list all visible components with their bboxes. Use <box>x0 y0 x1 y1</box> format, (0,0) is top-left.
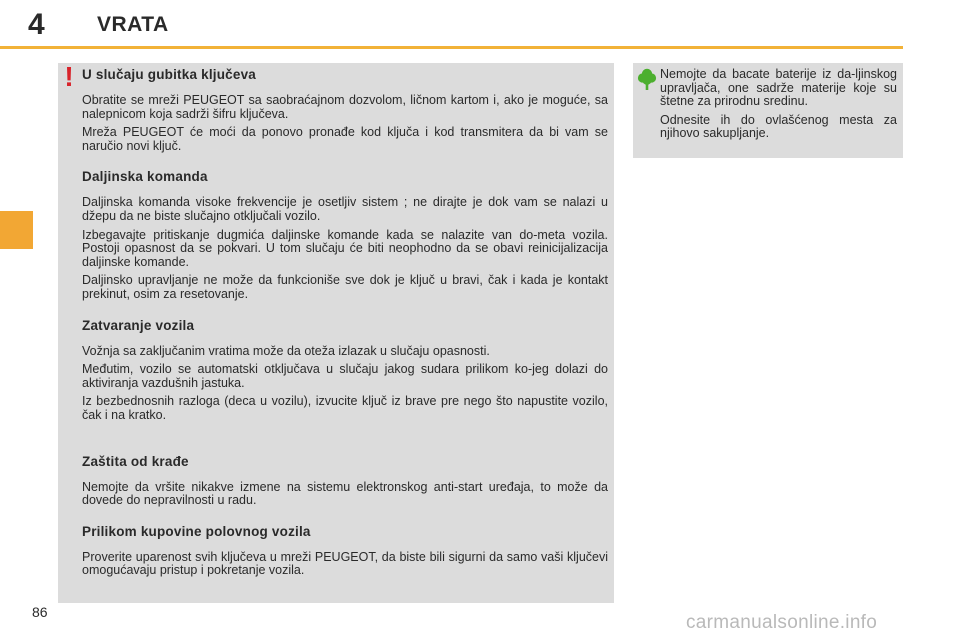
section-title: U slučaju gubitka ključeva <box>82 67 257 82</box>
paragraph: Daljinsko upravljanje ne može da funkcioniše sve dok je ključ u bravi, čak i kada je kontakt prekinut, osim za resetovanje. <box>82 273 608 301</box>
paragraph: Nemojte da vršite nikakve izmene na sistemu elektronskog anti-start uređaja, to može da dovede do nepravilnosti u radu. <box>82 479 608 508</box>
section-theft-protection <box>82 454 608 508</box>
eco-content <box>660 68 897 141</box>
tree-icon <box>637 67 657 91</box>
chapter-tab-marker <box>0 211 33 249</box>
header-rule <box>0 46 903 49</box>
section-title: Prilikom kupovine polovnog vozila <box>82 523 311 539</box>
paragraph: Mreža PEUGEOT će moći da ponovo pronađe kod ključa i kod transmitera da bi vam se naručio novi ključ. <box>82 125 608 153</box>
paragraph: Odnesite ih do ovlašćenog mesta za njihovo sakupljanje. <box>660 112 897 141</box>
section-locking-vehicle <box>82 318 608 423</box>
section-title: Zatvaranje vozila <box>82 317 195 333</box>
paragraph: Izbegavajte pritiskanje dugmića daljinske komande kada se nalazite van do-meta vozila. Postoji opasnost da se pokvari. U tom slučaju će biti neophodno da se obavi reinicijalizacija daljinske komande. <box>82 227 608 269</box>
page-number: 86 <box>32 604 48 620</box>
section-lost-keys <box>82 67 608 153</box>
paragraph: Proverite uparenost svih ključeva u mreži PEUGEOT, da biste bili sigurni da samo vaši ključevi omogućavaju pristup i pokretanje vozila. <box>82 549 608 578</box>
section-title: Zaštita od krađe <box>82 453 189 469</box>
section-remote-control <box>82 169 608 301</box>
paragraph: Međutim, vozilo se automatski otključava u slučaju jakog sudara prilikom ko-jeg dolazi do aktiviranja vazdušnih jastuka. <box>82 362 608 390</box>
paragraph: Vožnja sa zaključanim vratima može da oteža izlazak u slučaju opasnosti. <box>82 343 490 358</box>
paragraph: Obratite se mreži PEUGEOT sa saobraćajnom dozvolom, ličnom kartom i, ako je moguće, sa nalepnicom koja sadrži šifru ključeva. <box>82 93 608 121</box>
paragraph: Daljinska komanda visoke frekvencije je osetljiv sistem ; ne dirajte je dok vam se nalazi u džepu da ne biste slučajno otključali vozilo. <box>82 195 608 223</box>
chapter-number: 4 <box>28 8 45 41</box>
exclamation-icon: ! <box>64 61 74 92</box>
watermark: carmanualsonline.info <box>686 612 878 633</box>
paragraph: Nemojte da bacate baterije iz da-ljinskog upravljača, one sadrže materije koje su štetne za prirodnu sredinu. <box>660 67 897 109</box>
paragraph: Iz bezbednosnih razloga (deca u vozilu), izvucite ključ iz brave pre nego što napustite vozilo, čak i na kratko. <box>82 394 608 422</box>
chapter-title: VRATA <box>97 13 169 36</box>
section-used-vehicle <box>82 524 608 578</box>
section-title: Daljinska komanda <box>82 169 208 185</box>
notes-content <box>82 67 608 594</box>
